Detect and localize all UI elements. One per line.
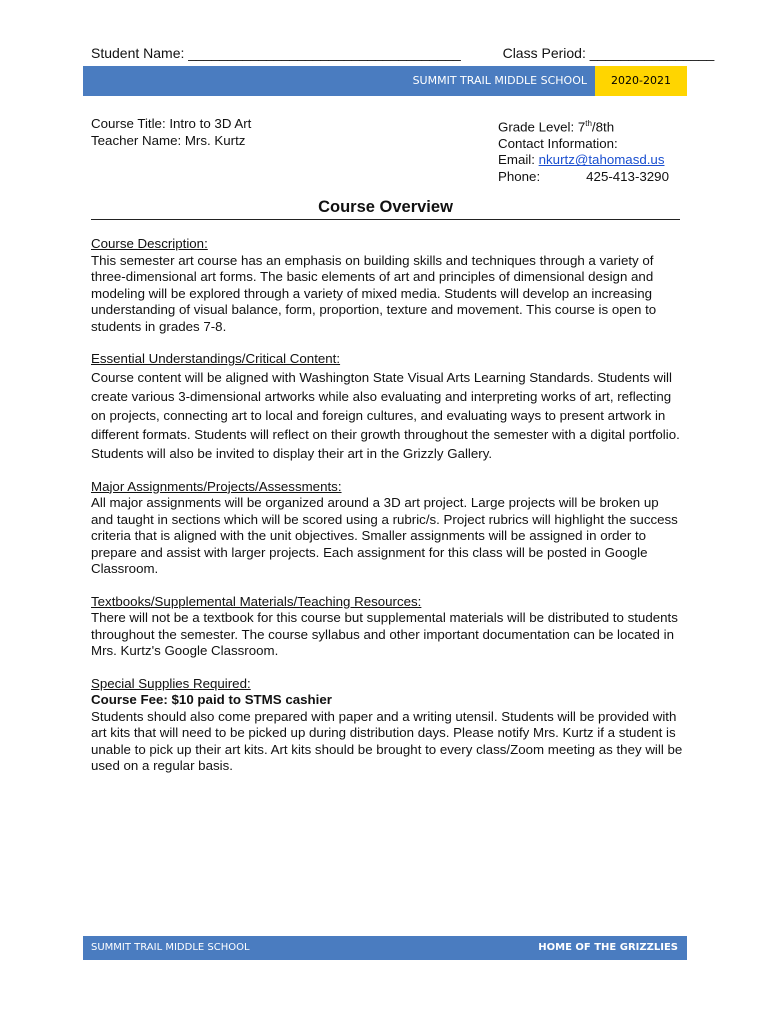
course-sections	[91, 236, 683, 791]
header-school-year: 2020-2021	[595, 66, 687, 96]
contact-label: Contact Information:	[498, 135, 618, 151]
phone-line	[498, 169, 669, 186]
grade-level-text: Grade Level: 7	[498, 119, 586, 135]
section-heading: Course Description:	[91, 236, 208, 251]
section-heading: Major Assignments/Projects/Assessments:	[91, 478, 342, 494]
course-info	[91, 116, 251, 149]
section-body: There will not be a textbook for this course but supplemental materials will be distributed to students throughout the semester. The course syllabus and other important documentation can be located in Mrs. Kurtz's Google Classroom.	[91, 610, 678, 658]
section-heading: Special Supplies Required:	[91, 675, 251, 691]
grade-level-suffix: /8th	[591, 119, 615, 135]
phone-number: 425-413-3290	[586, 168, 669, 184]
section-materials	[91, 594, 683, 660]
teacher-name: Teacher Name: Mrs. Kurtz	[91, 132, 246, 148]
header-school-name: SUMMIT TRAIL MIDDLE SCHOOL	[412, 74, 587, 87]
footer-bar	[83, 936, 687, 960]
grade-level-sup: th	[585, 119, 592, 128]
section-description	[91, 236, 683, 335]
section-body: All major assignments will be organized around a 3D art project. Large projects will be broken up and taught in sections which will be scored using a rubric/s. Project rubrics will highlight the success criteria that is aligned with the unit objectives. Smaller assignments will be assigned in order to prepare and assist with larger projects. Each assignment for this class will be posted in Google Classroom.	[91, 495, 678, 576]
contact-info	[498, 116, 669, 185]
page-title: Course Overview	[91, 198, 680, 220]
student-name-field: Student Name: ___________________________________	[91, 45, 461, 61]
section-essential	[91, 351, 683, 463]
section-body: Course content will be aligned with Washington State Visual Arts Learning Standards. Students will create various 3-dimensional artworks while also evaluating and interpreting works of art, reflecting on projects, connecting art to local and foreign cultures, and evaluating ways to present artwork in different formats. Students will reflect on their growth throughout the semester with a digital portfolio. Students will also be invited to display their art in the Grizzly Gallery.	[91, 369, 680, 461]
course-title: Course Title: Intro to 3D Art	[91, 116, 252, 131]
footer-tagline: HOME OF THE GRIZZLIES	[538, 942, 678, 953]
grade-level	[498, 116, 669, 136]
section-heading: Textbooks/Supplemental Materials/Teaching Resources:	[91, 593, 422, 609]
section-body: This semester art course has an emphasis on building skills and techniques through a variety of three-dimensional art forms. The basic elements of art and principles of dimensional design and modeling will be explored through a variety of mixed media. Students will develop an increasing understanding of visual balance, form, proportion, texture and movement. This course is open to students in grades 7-8.	[91, 252, 657, 334]
section-body: Students should also come prepared with paper and a writing utensil. Students will be provided with art kits that will need to be picked up during distribution days. Please notify Mrs. Kurtz if a student is unable to pick up their art kits. Art kits should be brought to every class/Zoom meeting as they will be used on a regular basis.	[91, 708, 683, 773]
header-bar	[83, 66, 687, 96]
course-fee: Course Fee: $10 paid to STMS cashier	[91, 692, 332, 707]
section-assignments	[91, 479, 683, 578]
email-link[interactable]: nkurtz@tahomasd.us	[538, 152, 665, 168]
form-fields-line	[91, 45, 714, 61]
class-period-field: Class Period: ________________	[502, 45, 715, 61]
footer-school-name: SUMMIT TRAIL MIDDLE SCHOOL	[91, 942, 250, 953]
section-heading: Essential Understandings/Critical Content:	[91, 351, 341, 366]
email-label: Email:	[498, 152, 539, 168]
phone-label: Phone:	[498, 168, 541, 184]
section-supplies	[91, 676, 683, 775]
email-line	[498, 152, 669, 169]
